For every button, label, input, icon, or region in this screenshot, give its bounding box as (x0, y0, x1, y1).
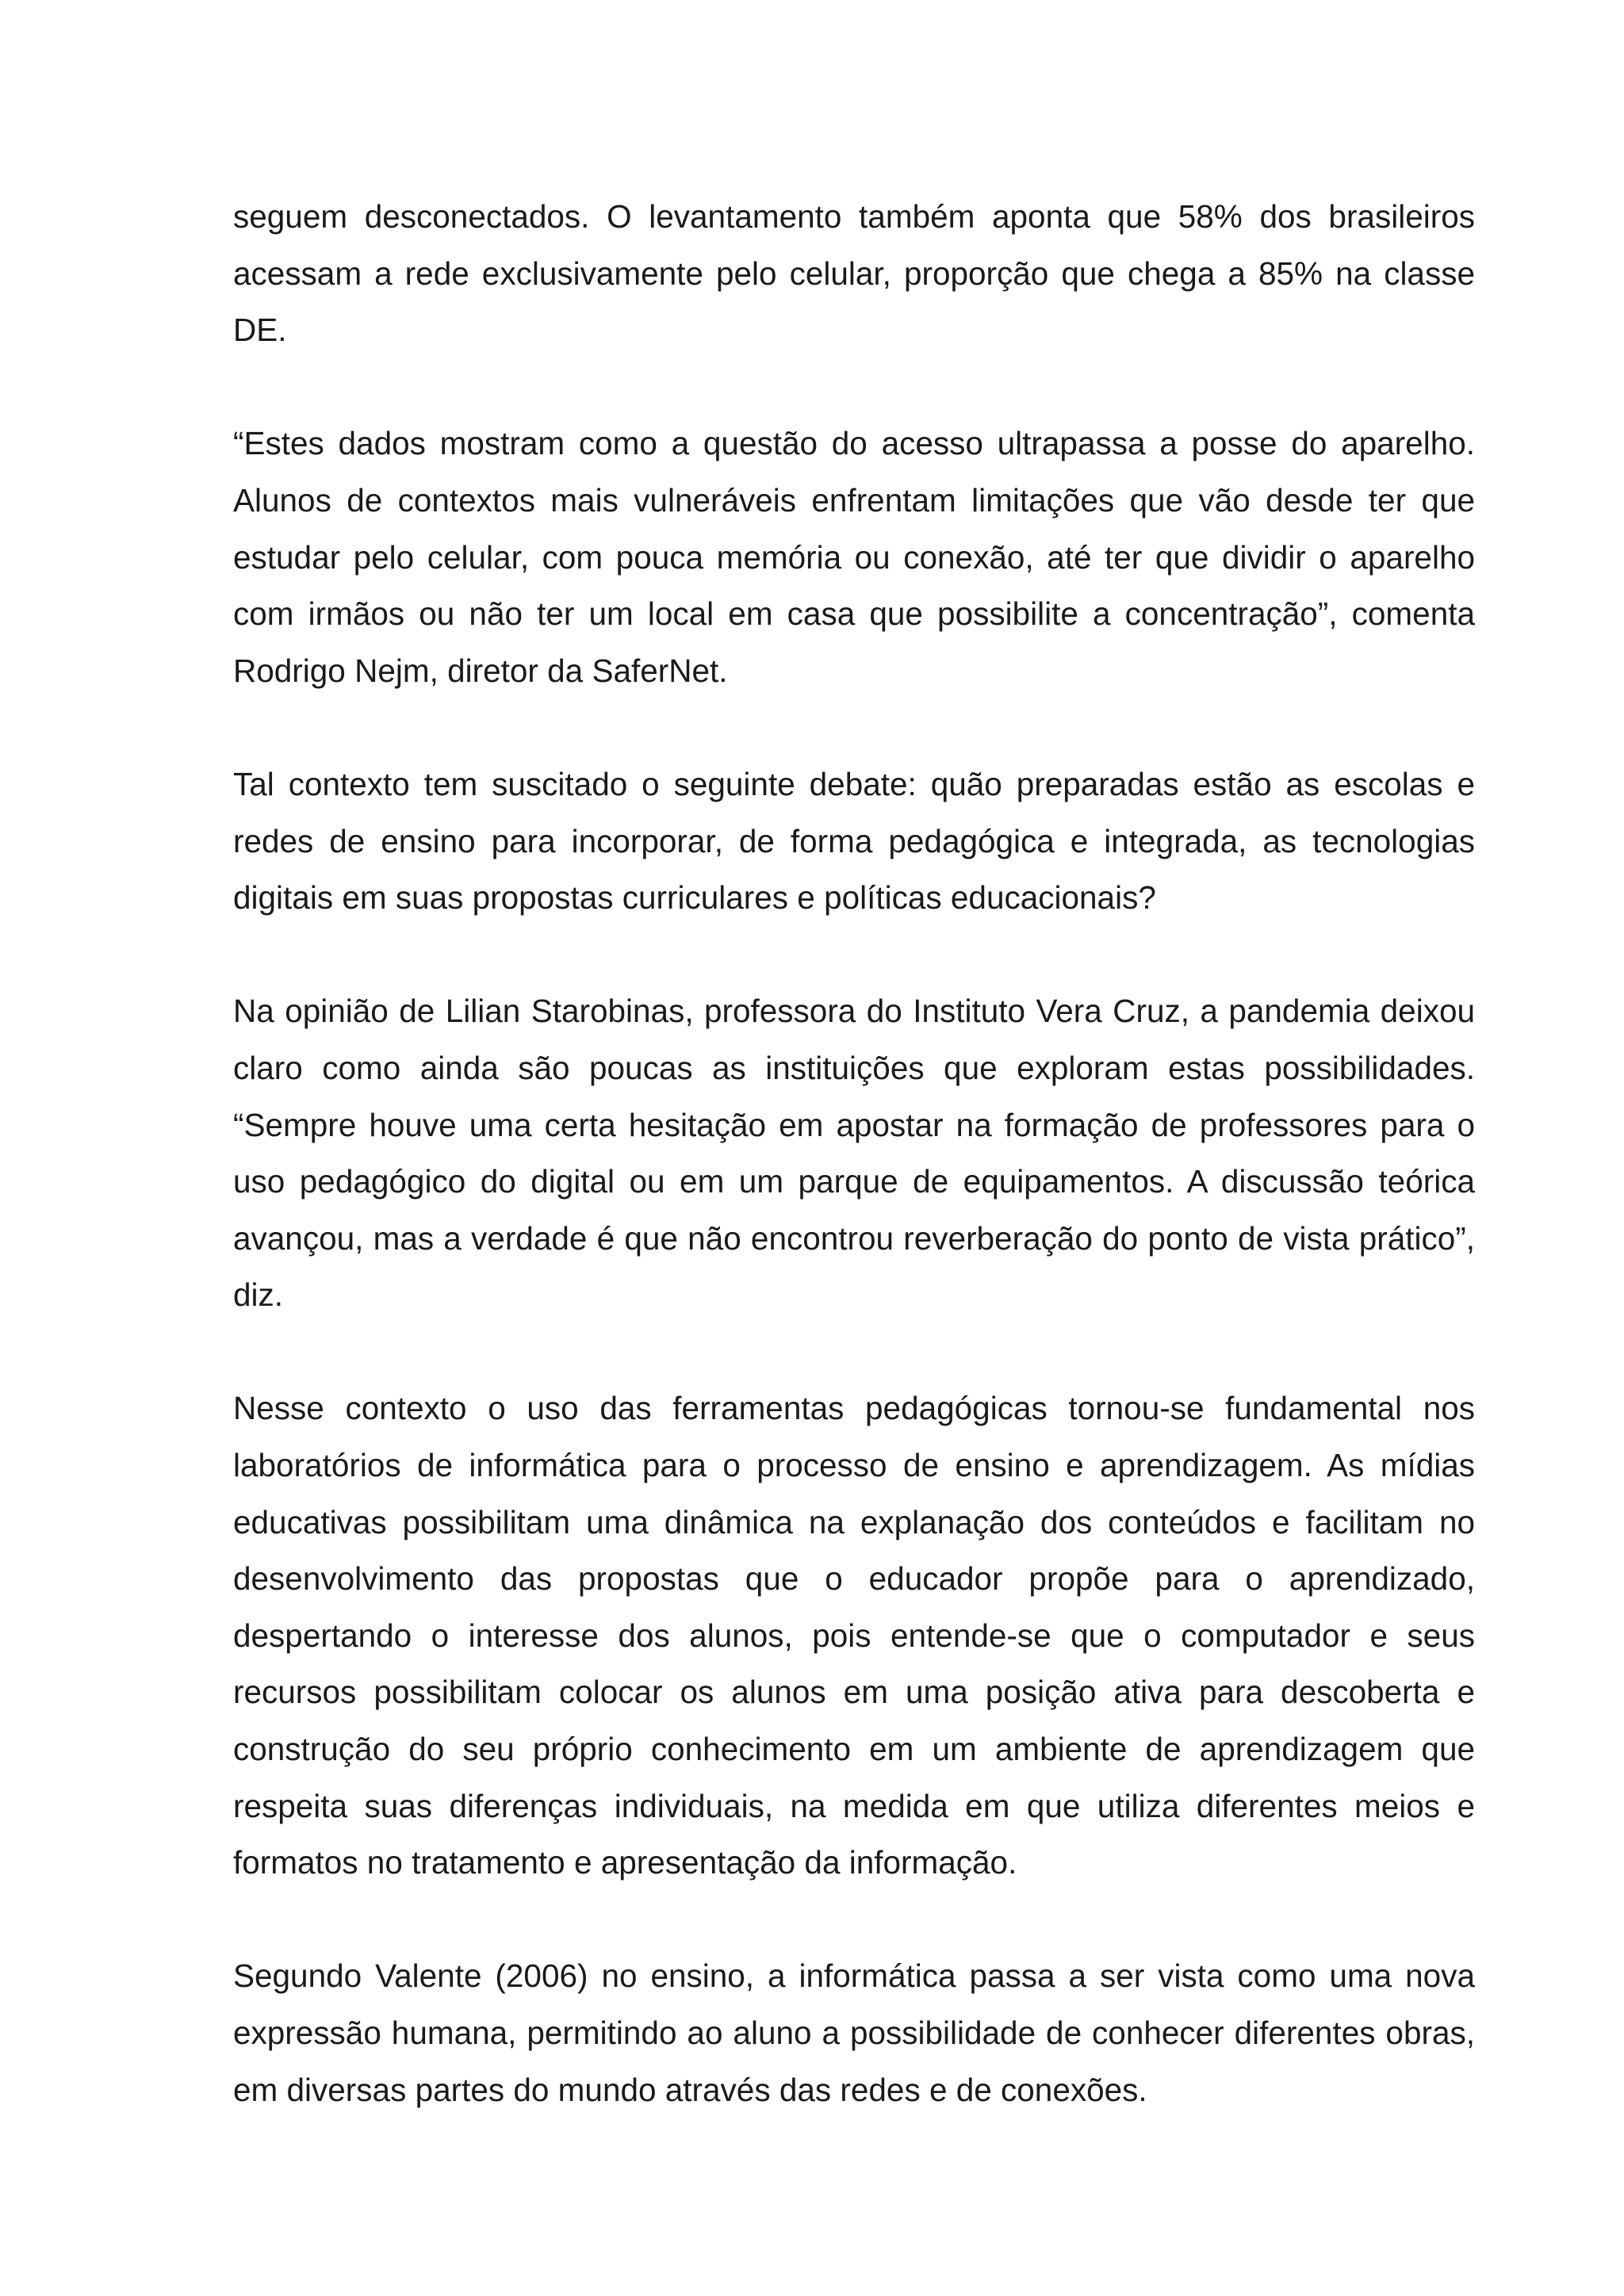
paragraph-pedagogical-tools: Nesse contexto o uso das ferramentas pedagógicas tornou-se fundamental nos laboratórios de informática para o processo de ensino e aprendizagem. As mídias educativas possibilitam uma dinâmica na explanação dos conteúdos e facilitam no desenvolvimento das propostas que o educador propõe para o aprendizado, despertando o interesse dos alunos, pois entende-se que o computador e seus recursos possibilitam colocar os alunos em uma posição ativa para descoberta e construção do seu próprio conhecimento em um ambiente de aprendizagem que respeita suas diferenças individuais, na medida em que utiliza diferentes meios e formatos no tratamento e apresentação da informação. (233, 1390, 1475, 1881)
document-body (233, 189, 1475, 2118)
paragraph-valente-citation: Segundo Valente (2006) no ensino, a informática passa a ser vista como uma nova expressão humana, permitindo ao aluno a possibilidade de conhecer diferentes obras, em diversas partes do mundo através das redes e de conexões. (233, 1957, 1475, 2108)
paragraph-debate: Tal contexto tem suscitado o seguinte debate: quão preparadas estão as escolas e redes de ensino para incorporar, de forma pedagógica e integrada, as tecnologias digitais em suas propostas curriculares e políticas educacionais? (233, 765, 1475, 916)
paragraph-starobinas-opinion: Na opinião de Lilian Starobinas, professora do Instituto Vera Cruz, a pandemia deixou claro como ainda são poucas as instituições que exploram estas possibilidades. “Sempre houve uma certa hesitação em apostar na formação de professores para o uso pedagógico do digital ou em um parque de equipamentos. A discussão teórica avançou, mas a verdade é que não encontrou reverberação do ponto de vista prático”, diz. (233, 993, 1475, 1314)
paragraph-access-statistics: seguem desconectados. O levantamento também aponta que 58% dos brasileiros acessam a rede exclusivamente pelo celular, proporção que chega a 85% na classe DE. (233, 198, 1475, 349)
paragraph-nejm-quote: “Estes dados mostram como a questão do acesso ultrapassa a posse do aparelho. Alunos de contextos mais vulneráveis enfrentam limitações que vão desde ter que estudar pelo celular, com pouca memória ou conexão, até ter que dividir o aparelho com irmãos ou não ter um local em casa que possibilite a concentração”, comenta Rodrigo Nejm, diretor da SaferNet. (233, 425, 1475, 689)
